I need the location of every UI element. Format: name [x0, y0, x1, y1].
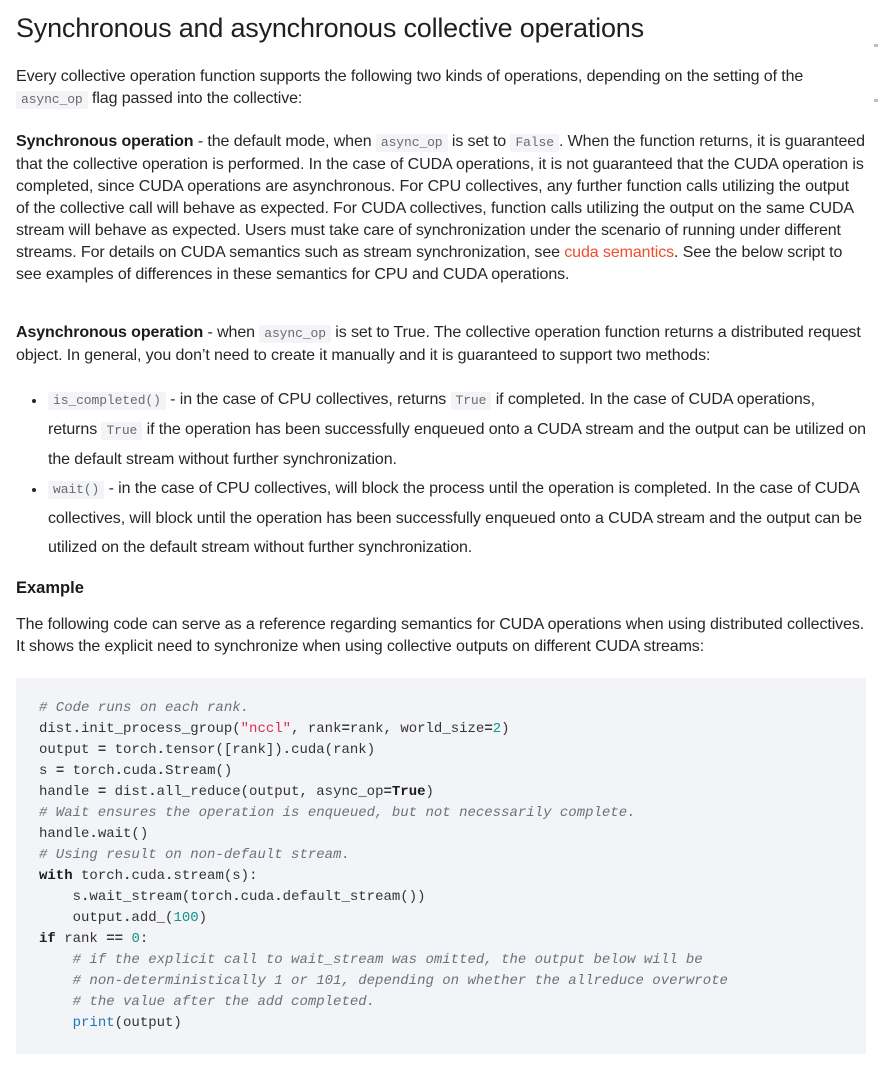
code-line: s = torch.cuda.Stream()	[39, 763, 233, 779]
code-line: print(output)	[72, 1015, 182, 1031]
text-run: . When the function returns, it is guaranteed that the collective operation is performed. In the case of CUDA operations, it is not guaranteed that the CUDA operation is completed, since CUDA operations are asynchronous. For CPU collectives, any further function calls utilizing the output of the collective call will behave as expected. For CUDA collectives, function calls utilizing the output on the same CUDA stream will behave as expected. Users must take care of synchronization under the scenario of running under different streams. For details on CUDA semantics such as stream synchronization, see	[16, 133, 865, 261]
bold-lead-in: Asynchronous operation	[16, 324, 204, 341]
code-line: # Using result on non-default stream.	[39, 847, 350, 863]
inline-code: async_op	[259, 325, 331, 343]
code-content	[39, 698, 850, 1034]
inline-code: async_op	[16, 91, 88, 109]
inline-code: async_op	[376, 134, 448, 152]
text-run: Every collective operation function supports the following two kinds of operations, depending on the setting of the	[16, 68, 804, 85]
text-run: . See the below script to see examples of differences in these semantics for CPU and CUDA operations.	[16, 244, 843, 283]
code-line: s.wait_stream(torch.cuda.default_stream())	[39, 889, 426, 905]
page-title: Synchronous and asynchronous collective operations	[16, 13, 644, 43]
cuda-semantics-link[interactable]: cuda semantics	[564, 244, 675, 261]
code-line: with torch.cuda.stream(s):	[39, 868, 258, 884]
code-line: handle.wait()	[39, 826, 149, 842]
inline-code: False	[510, 134, 559, 152]
code-line: # the value after the add completed.	[72, 994, 376, 1010]
text-run: is set to True. The collective operation function returns a distributed request object. In general, you don’t need to create it manually and it is guaranteed to support two methods:	[16, 324, 861, 364]
code-line: if rank == 0:	[39, 931, 149, 947]
code-line: handle = dist.all_reduce(output, async_op=True)	[39, 784, 434, 800]
paragraph-intro	[16, 66, 866, 111]
paragraph-asynchronous-operation	[16, 322, 866, 367]
inline-code: wait()	[48, 481, 104, 499]
code-line: output.add_(100)	[39, 910, 208, 926]
code-block	[16, 678, 866, 1054]
text-run: flag passed into the collective:	[87, 90, 303, 107]
code-line: # Code runs on each rank.	[39, 700, 250, 716]
code-line: output = torch.tensor([rank]).cuda(rank)	[39, 742, 376, 758]
code-line: # Wait ensures the operation is enqueued, but not necessarily complete.	[39, 805, 636, 821]
inline-code: is_completed()	[48, 392, 166, 410]
paragraph-code-intro	[16, 614, 866, 658]
example-heading: Example	[16, 579, 84, 597]
code-line: # non-deterministically 1 or 101, depending on whether the allreduce overwrote	[72, 973, 728, 989]
text-run: if completed. In the case of CUDA operations, returns	[48, 391, 815, 438]
page-edge-mark	[874, 44, 878, 47]
bold-lead-in: Synchronous operation	[16, 133, 194, 150]
text-run: if the operation has been successfully enqueued onto a CUDA stream and the output can be utilized on the default stream without further synchronization.	[48, 421, 866, 468]
text-run: is set to	[447, 133, 511, 150]
text-run: - in the case of CPU collectives, will block the process until the operation is completed. In the case of CUDA collectives, will block until the operation has been successfully enqueued onto a CUDA stream and the output can be utilized on the default stream without further synchronization.	[48, 480, 862, 556]
text-run: - in the case of CPU collectives, returns	[165, 391, 451, 408]
code-line: dist.init_process_group("nccl", rank=rank, world_size=2)	[39, 721, 510, 737]
list-item-wait	[46, 474, 866, 562]
code-line: # if the explicit call to wait_stream was omitted, the output below will be	[72, 952, 703, 968]
methods-list	[16, 385, 866, 562]
page-edge-mark	[874, 99, 878, 102]
list-item-is-completed	[46, 385, 866, 474]
paragraph-synchronous-operation	[16, 131, 866, 286]
inline-code: True	[451, 392, 492, 410]
inline-code: True	[101, 422, 142, 440]
text-run: - when	[203, 324, 260, 341]
text-run: The following code can serve as a reference regarding semantics for CUDA operations when using distributed collectives. It shows the explicit need to synchronize when using collective outputs on different CUDA streams:	[16, 616, 865, 655]
text-run: - the default mode, when	[193, 133, 376, 150]
